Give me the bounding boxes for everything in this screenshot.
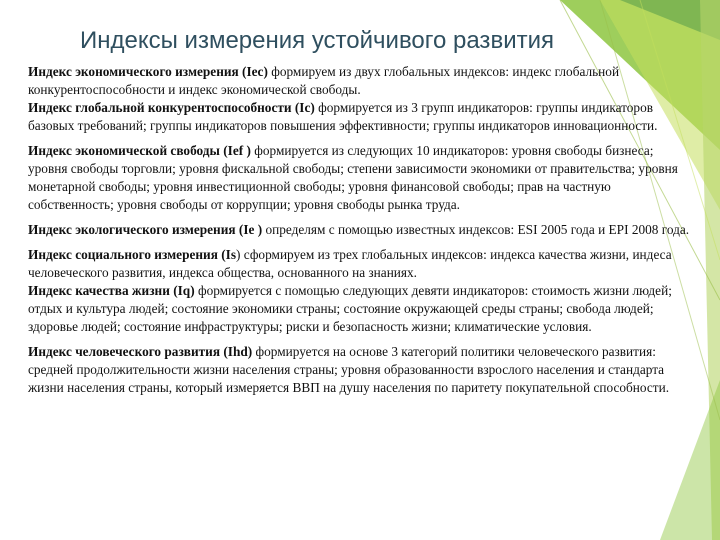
text-is: ) сформируем из трех глобальных индексов: индекса качества жизни, индеса человеческого развития, индекса общества, основанного на знаниях. xyxy=(28,247,672,280)
paragraph-ihd xyxy=(28,343,694,397)
term-ie: Индекс экологического измерения (Ie ) xyxy=(28,222,263,237)
text-ihd: формируется на основе 3 категорий политики человеческого развития: средней продолжительности жизни населения страны; уровня образованности взрослого населения и стандарта жизни населения страны, который измеряется ВВП на душу населения по паритету покупательной способности. xyxy=(28,344,670,395)
text-iq: формируется с помощью следующих девяти индикаторов: стоимость жизни людей; отдых и культура людей; состояние экономики страны; состояние окружающей среды страны; свобода людей; здоровье людей; состояние инфраструктуры; риски и безопасность жизни; климатические условия. xyxy=(28,283,672,334)
term-iec: Индекс экономического измерения (Iec) xyxy=(28,64,268,79)
term-ic: Индекс глобальной конкурентоспособности (Ic) xyxy=(28,100,315,115)
slide-title: Индексы измерения устойчивого развития xyxy=(80,27,554,54)
term-ihd: Индекс человеческого развития (Ihd) xyxy=(28,344,253,359)
paragraph-ic xyxy=(28,99,694,135)
text-ie: определям с помощью известных индексов: ESI 2005 года и EPI 2008 года. xyxy=(262,222,690,237)
decor-bottom-triangle xyxy=(660,380,720,540)
paragraph-is xyxy=(28,246,694,282)
paragraph-ie xyxy=(28,221,694,239)
paragraph-iec xyxy=(28,63,694,99)
text-ief: формируется из следующих 10 индикаторов: уровня свободы бизнеса; уровня свободы торговли; уровня фискальной свободы; степени зависимости экономики от правительства; уровня монетарной свободы; уровня инвестиционной свободы; уровня финансовой свободы; прав на частную собственность; уровня свободы от коррупции; уровня свободы рынка труда. xyxy=(28,143,678,212)
term-iq: Индекс качества жизни (Iq) xyxy=(28,283,195,298)
paragraph-iq xyxy=(28,282,694,336)
slide-body xyxy=(28,63,694,404)
term-is: Индекс социального измерения (Is xyxy=(28,247,236,262)
text-iec: формируем из двух глобальных индексов: индекс глобальной конкурентоспособности и индекс экономической свободы. xyxy=(28,64,620,97)
term-ief: Индекс экономической свободы (Ief ) xyxy=(28,143,251,158)
text-ic: формируется из 3 групп индикаторов: группы индикаторов базовых требований; группы индикаторов повышения эффективности; группы индикаторов инновационности. xyxy=(28,100,658,133)
paragraph-ief xyxy=(28,142,694,214)
